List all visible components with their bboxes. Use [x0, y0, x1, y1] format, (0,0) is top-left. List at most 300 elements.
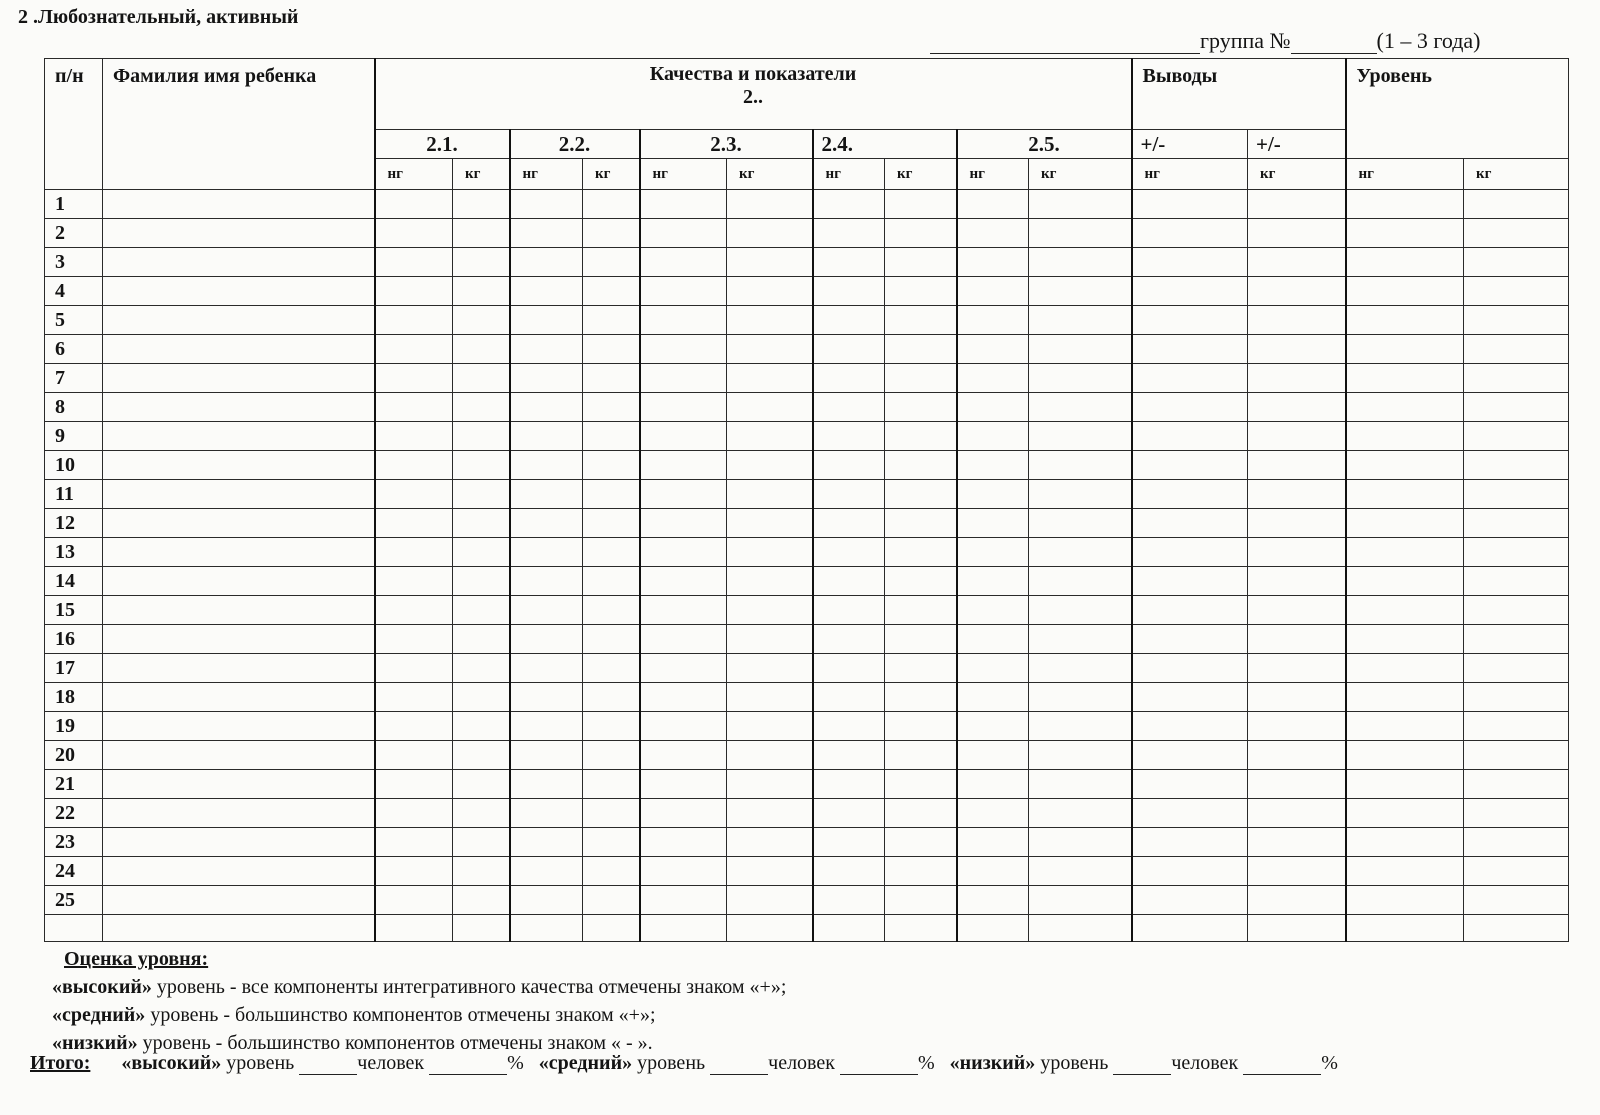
- score-cell[interactable]: [727, 509, 813, 538]
- score-cell[interactable]: [453, 915, 510, 942]
- score-cell[interactable]: [583, 625, 640, 654]
- score-cell[interactable]: [640, 857, 727, 886]
- score-cell[interactable]: [375, 915, 453, 942]
- score-cell[interactable]: [453, 712, 510, 741]
- score-cell[interactable]: [957, 567, 1029, 596]
- score-cell[interactable]: [727, 451, 813, 480]
- score-cell[interactable]: [583, 422, 640, 451]
- score-cell[interactable]: [727, 625, 813, 654]
- score-cell[interactable]: [583, 306, 640, 335]
- score-cell[interactable]: [453, 393, 510, 422]
- score-cell[interactable]: [640, 277, 727, 306]
- score-cell[interactable]: [510, 741, 583, 770]
- score-cell[interactable]: [1464, 625, 1569, 654]
- child-name-cell[interactable]: [103, 625, 375, 654]
- score-cell[interactable]: [510, 683, 583, 712]
- score-cell[interactable]: [453, 886, 510, 915]
- score-cell[interactable]: [813, 683, 885, 712]
- score-cell[interactable]: [813, 712, 885, 741]
- score-cell[interactable]: [957, 509, 1029, 538]
- score-cell[interactable]: [885, 190, 957, 219]
- score-cell[interactable]: [375, 828, 453, 857]
- medium-percent-blank[interactable]: [840, 1054, 918, 1075]
- score-cell[interactable]: [885, 625, 957, 654]
- score-cell[interactable]: [583, 654, 640, 683]
- score-cell[interactable]: [727, 248, 813, 277]
- child-name-cell[interactable]: [103, 422, 375, 451]
- score-cell[interactable]: [510, 857, 583, 886]
- score-cell[interactable]: [727, 306, 813, 335]
- score-cell[interactable]: [1346, 219, 1464, 248]
- score-cell[interactable]: [583, 712, 640, 741]
- score-cell[interactable]: [1248, 219, 1346, 248]
- score-cell[interactable]: [1464, 306, 1569, 335]
- score-cell[interactable]: [727, 770, 813, 799]
- score-cell[interactable]: [1346, 393, 1464, 422]
- score-cell[interactable]: [583, 770, 640, 799]
- score-cell[interactable]: [1346, 654, 1464, 683]
- score-cell[interactable]: [957, 219, 1029, 248]
- score-cell[interactable]: [640, 538, 727, 567]
- score-cell[interactable]: [510, 277, 583, 306]
- score-cell[interactable]: [1464, 654, 1569, 683]
- score-cell[interactable]: [813, 567, 885, 596]
- score-cell[interactable]: [640, 712, 727, 741]
- score-cell[interactable]: [1029, 538, 1132, 567]
- child-name-cell[interactable]: [103, 915, 375, 942]
- score-cell[interactable]: [583, 741, 640, 770]
- low-percent-blank[interactable]: [1243, 1054, 1321, 1075]
- score-cell[interactable]: [1346, 480, 1464, 509]
- score-cell[interactable]: [727, 364, 813, 393]
- child-name-cell[interactable]: [103, 248, 375, 277]
- child-name-cell[interactable]: [103, 567, 375, 596]
- score-cell[interactable]: [1248, 451, 1346, 480]
- score-cell[interactable]: [510, 828, 583, 857]
- score-cell[interactable]: [583, 857, 640, 886]
- score-cell[interactable]: [885, 538, 957, 567]
- high-count-blank[interactable]: [299, 1054, 357, 1075]
- score-cell[interactable]: [1464, 683, 1569, 712]
- score-cell[interactable]: [640, 364, 727, 393]
- score-cell[interactable]: [727, 915, 813, 942]
- child-name-cell[interactable]: [103, 480, 375, 509]
- score-cell[interactable]: [813, 306, 885, 335]
- score-cell[interactable]: [583, 509, 640, 538]
- score-cell[interactable]: [1029, 393, 1132, 422]
- score-cell[interactable]: [1464, 567, 1569, 596]
- score-cell[interactable]: [1132, 886, 1248, 915]
- group-blank-line[interactable]: [930, 31, 1200, 54]
- score-cell[interactable]: [885, 422, 957, 451]
- score-cell[interactable]: [375, 886, 453, 915]
- score-cell[interactable]: [640, 248, 727, 277]
- score-cell[interactable]: [1464, 712, 1569, 741]
- score-cell[interactable]: [957, 480, 1029, 509]
- score-cell[interactable]: [640, 306, 727, 335]
- score-cell[interactable]: [1464, 886, 1569, 915]
- score-cell[interactable]: [640, 509, 727, 538]
- score-cell[interactable]: [1132, 857, 1248, 886]
- score-cell[interactable]: [640, 915, 727, 942]
- score-cell[interactable]: [813, 625, 885, 654]
- score-cell[interactable]: [640, 625, 727, 654]
- score-cell[interactable]: [727, 567, 813, 596]
- score-cell[interactable]: [885, 770, 957, 799]
- score-cell[interactable]: [727, 712, 813, 741]
- child-name-cell[interactable]: [103, 306, 375, 335]
- score-cell[interactable]: [957, 596, 1029, 625]
- score-cell[interactable]: [885, 828, 957, 857]
- score-cell[interactable]: [813, 422, 885, 451]
- group-number-blank[interactable]: [1291, 31, 1377, 54]
- score-cell[interactable]: [640, 770, 727, 799]
- score-cell[interactable]: [1464, 277, 1569, 306]
- score-cell[interactable]: [1132, 364, 1248, 393]
- score-cell[interactable]: [583, 335, 640, 364]
- score-cell[interactable]: [885, 712, 957, 741]
- score-cell[interactable]: [885, 654, 957, 683]
- score-cell[interactable]: [640, 451, 727, 480]
- score-cell[interactable]: [957, 335, 1029, 364]
- score-cell[interactable]: [1346, 741, 1464, 770]
- score-cell[interactable]: [1132, 451, 1248, 480]
- score-cell[interactable]: [957, 799, 1029, 828]
- score-cell[interactable]: [1346, 712, 1464, 741]
- score-cell[interactable]: [583, 683, 640, 712]
- score-cell[interactable]: [1029, 799, 1132, 828]
- score-cell[interactable]: [510, 625, 583, 654]
- score-cell[interactable]: [375, 277, 453, 306]
- score-cell[interactable]: [1248, 538, 1346, 567]
- score-cell[interactable]: [1248, 277, 1346, 306]
- score-cell[interactable]: [885, 480, 957, 509]
- score-cell[interactable]: [510, 422, 583, 451]
- score-cell[interactable]: [885, 219, 957, 248]
- score-cell[interactable]: [510, 393, 583, 422]
- score-cell[interactable]: [375, 248, 453, 277]
- score-cell[interactable]: [1132, 828, 1248, 857]
- score-cell[interactable]: [1346, 306, 1464, 335]
- score-cell[interactable]: [510, 596, 583, 625]
- score-cell[interactable]: [885, 857, 957, 886]
- child-name-cell[interactable]: [103, 335, 375, 364]
- score-cell[interactable]: [1346, 770, 1464, 799]
- child-name-cell[interactable]: [103, 654, 375, 683]
- score-cell[interactable]: [1346, 422, 1464, 451]
- score-cell[interactable]: [1132, 567, 1248, 596]
- score-cell[interactable]: [453, 538, 510, 567]
- score-cell[interactable]: [1464, 219, 1569, 248]
- score-cell[interactable]: [375, 857, 453, 886]
- score-cell[interactable]: [1132, 538, 1248, 567]
- score-cell[interactable]: [813, 277, 885, 306]
- score-cell[interactable]: [1248, 828, 1346, 857]
- score-cell[interactable]: [885, 886, 957, 915]
- score-cell[interactable]: [885, 335, 957, 364]
- score-cell[interactable]: [1464, 422, 1569, 451]
- score-cell[interactable]: [813, 480, 885, 509]
- score-cell[interactable]: [957, 451, 1029, 480]
- score-cell[interactable]: [375, 364, 453, 393]
- score-cell[interactable]: [510, 567, 583, 596]
- score-cell[interactable]: [453, 625, 510, 654]
- child-name-cell[interactable]: [103, 828, 375, 857]
- score-cell[interactable]: [375, 393, 453, 422]
- score-cell[interactable]: [453, 480, 510, 509]
- score-cell[interactable]: [813, 741, 885, 770]
- score-cell[interactable]: [1029, 306, 1132, 335]
- score-cell[interactable]: [727, 886, 813, 915]
- score-cell[interactable]: [1248, 770, 1346, 799]
- score-cell[interactable]: [1346, 625, 1464, 654]
- score-cell[interactable]: [885, 306, 957, 335]
- score-cell[interactable]: [1464, 364, 1569, 393]
- score-cell[interactable]: [727, 799, 813, 828]
- score-cell[interactable]: [813, 335, 885, 364]
- score-cell[interactable]: [1248, 190, 1346, 219]
- score-cell[interactable]: [583, 828, 640, 857]
- score-cell[interactable]: [640, 828, 727, 857]
- child-name-cell[interactable]: [103, 741, 375, 770]
- score-cell[interactable]: [1464, 741, 1569, 770]
- score-cell[interactable]: [510, 712, 583, 741]
- score-cell[interactable]: [1029, 625, 1132, 654]
- score-cell[interactable]: [453, 335, 510, 364]
- score-cell[interactable]: [957, 393, 1029, 422]
- score-cell[interactable]: [813, 509, 885, 538]
- score-cell[interactable]: [957, 248, 1029, 277]
- score-cell[interactable]: [813, 770, 885, 799]
- score-cell[interactable]: [1248, 393, 1346, 422]
- score-cell[interactable]: [1248, 422, 1346, 451]
- score-cell[interactable]: [1346, 596, 1464, 625]
- score-cell[interactable]: [1132, 248, 1248, 277]
- score-cell[interactable]: [640, 741, 727, 770]
- score-cell[interactable]: [640, 190, 727, 219]
- score-cell[interactable]: [375, 538, 453, 567]
- score-cell[interactable]: [1132, 480, 1248, 509]
- score-cell[interactable]: [510, 654, 583, 683]
- score-cell[interactable]: [813, 799, 885, 828]
- score-cell[interactable]: [1464, 857, 1569, 886]
- score-cell[interactable]: [727, 654, 813, 683]
- score-cell[interactable]: [1464, 828, 1569, 857]
- score-cell[interactable]: [510, 799, 583, 828]
- score-cell[interactable]: [1029, 451, 1132, 480]
- score-cell[interactable]: [1132, 190, 1248, 219]
- score-cell[interactable]: [583, 480, 640, 509]
- score-cell[interactable]: [1029, 712, 1132, 741]
- child-name-cell[interactable]: [103, 190, 375, 219]
- child-name-cell[interactable]: [103, 509, 375, 538]
- score-cell[interactable]: [453, 683, 510, 712]
- score-cell[interactable]: [375, 451, 453, 480]
- score-cell[interactable]: [957, 625, 1029, 654]
- score-cell[interactable]: [583, 393, 640, 422]
- score-cell[interactable]: [510, 219, 583, 248]
- score-cell[interactable]: [1248, 886, 1346, 915]
- score-cell[interactable]: [1248, 741, 1346, 770]
- low-count-blank[interactable]: [1113, 1054, 1171, 1075]
- score-cell[interactable]: [727, 219, 813, 248]
- score-cell[interactable]: [1132, 741, 1248, 770]
- score-cell[interactable]: [1346, 567, 1464, 596]
- score-cell[interactable]: [453, 364, 510, 393]
- score-cell[interactable]: [1132, 509, 1248, 538]
- score-cell[interactable]: [1464, 451, 1569, 480]
- score-cell[interactable]: [1029, 886, 1132, 915]
- score-cell[interactable]: [375, 654, 453, 683]
- score-cell[interactable]: [375, 306, 453, 335]
- score-cell[interactable]: [510, 335, 583, 364]
- child-name-cell[interactable]: [103, 799, 375, 828]
- score-cell[interactable]: [1248, 364, 1346, 393]
- score-cell[interactable]: [1346, 799, 1464, 828]
- score-cell[interactable]: [510, 480, 583, 509]
- score-cell[interactable]: [1464, 915, 1569, 942]
- score-cell[interactable]: [1248, 567, 1346, 596]
- score-cell[interactable]: [1248, 654, 1346, 683]
- score-cell[interactable]: [640, 219, 727, 248]
- score-cell[interactable]: [813, 451, 885, 480]
- score-cell[interactable]: [957, 364, 1029, 393]
- score-cell[interactable]: [813, 393, 885, 422]
- score-cell[interactable]: [1132, 596, 1248, 625]
- score-cell[interactable]: [1029, 915, 1132, 942]
- score-cell[interactable]: [1248, 248, 1346, 277]
- score-cell[interactable]: [1346, 683, 1464, 712]
- score-cell[interactable]: [583, 596, 640, 625]
- score-cell[interactable]: [885, 509, 957, 538]
- score-cell[interactable]: [1346, 509, 1464, 538]
- score-cell[interactable]: [1029, 364, 1132, 393]
- score-cell[interactable]: [1346, 277, 1464, 306]
- score-cell[interactable]: [957, 306, 1029, 335]
- score-cell[interactable]: [957, 277, 1029, 306]
- score-cell[interactable]: [727, 422, 813, 451]
- child-name-cell[interactable]: [103, 712, 375, 741]
- score-cell[interactable]: [957, 770, 1029, 799]
- score-cell[interactable]: [957, 915, 1029, 942]
- child-name-cell[interactable]: [103, 219, 375, 248]
- score-cell[interactable]: [957, 422, 1029, 451]
- score-cell[interactable]: [1464, 596, 1569, 625]
- child-name-cell[interactable]: [103, 596, 375, 625]
- score-cell[interactable]: [375, 799, 453, 828]
- score-cell[interactable]: [727, 335, 813, 364]
- score-cell[interactable]: [375, 741, 453, 770]
- score-cell[interactable]: [1132, 683, 1248, 712]
- score-cell[interactable]: [1132, 393, 1248, 422]
- score-cell[interactable]: [1029, 422, 1132, 451]
- score-cell[interactable]: [1029, 219, 1132, 248]
- score-cell[interactable]: [1029, 654, 1132, 683]
- score-cell[interactable]: [375, 770, 453, 799]
- score-cell[interactable]: [375, 509, 453, 538]
- score-cell[interactable]: [640, 335, 727, 364]
- score-cell[interactable]: [453, 596, 510, 625]
- score-cell[interactable]: [640, 799, 727, 828]
- score-cell[interactable]: [375, 190, 453, 219]
- score-cell[interactable]: [813, 248, 885, 277]
- score-cell[interactable]: [727, 277, 813, 306]
- score-cell[interactable]: [1132, 306, 1248, 335]
- score-cell[interactable]: [1029, 741, 1132, 770]
- score-cell[interactable]: [640, 393, 727, 422]
- score-cell[interactable]: [1029, 857, 1132, 886]
- score-cell[interactable]: [453, 219, 510, 248]
- score-cell[interactable]: [1248, 625, 1346, 654]
- score-cell[interactable]: [453, 306, 510, 335]
- score-cell[interactable]: [1029, 480, 1132, 509]
- score-cell[interactable]: [1464, 248, 1569, 277]
- score-cell[interactable]: [375, 625, 453, 654]
- score-cell[interactable]: [1464, 538, 1569, 567]
- score-cell[interactable]: [1346, 248, 1464, 277]
- score-cell[interactable]: [583, 219, 640, 248]
- score-cell[interactable]: [453, 741, 510, 770]
- score-cell[interactable]: [453, 248, 510, 277]
- score-cell[interactable]: [583, 886, 640, 915]
- score-cell[interactable]: [510, 364, 583, 393]
- score-cell[interactable]: [885, 915, 957, 942]
- score-cell[interactable]: [813, 886, 885, 915]
- score-cell[interactable]: [583, 799, 640, 828]
- score-cell[interactable]: [1029, 683, 1132, 712]
- child-name-cell[interactable]: [103, 538, 375, 567]
- score-cell[interactable]: [1464, 509, 1569, 538]
- high-percent-blank[interactable]: [429, 1054, 507, 1075]
- score-cell[interactable]: [957, 683, 1029, 712]
- score-cell[interactable]: [510, 451, 583, 480]
- score-cell[interactable]: [727, 538, 813, 567]
- score-cell[interactable]: [1029, 828, 1132, 857]
- score-cell[interactable]: [727, 857, 813, 886]
- score-cell[interactable]: [1464, 480, 1569, 509]
- score-cell[interactable]: [957, 712, 1029, 741]
- score-cell[interactable]: [957, 190, 1029, 219]
- score-cell[interactable]: [1132, 799, 1248, 828]
- score-cell[interactable]: [1029, 567, 1132, 596]
- score-cell[interactable]: [583, 915, 640, 942]
- score-cell[interactable]: [375, 422, 453, 451]
- score-cell[interactable]: [1248, 857, 1346, 886]
- score-cell[interactable]: [1029, 277, 1132, 306]
- score-cell[interactable]: [510, 538, 583, 567]
- score-cell[interactable]: [1346, 828, 1464, 857]
- score-cell[interactable]: [375, 335, 453, 364]
- score-cell[interactable]: [885, 596, 957, 625]
- score-cell[interactable]: [375, 219, 453, 248]
- child-name-cell[interactable]: [103, 277, 375, 306]
- score-cell[interactable]: [813, 915, 885, 942]
- score-cell[interactable]: [583, 567, 640, 596]
- score-cell[interactable]: [813, 364, 885, 393]
- score-cell[interactable]: [1346, 857, 1464, 886]
- score-cell[interactable]: [583, 190, 640, 219]
- score-cell[interactable]: [453, 770, 510, 799]
- score-cell[interactable]: [1346, 190, 1464, 219]
- score-cell[interactable]: [453, 567, 510, 596]
- score-cell[interactable]: [957, 886, 1029, 915]
- score-cell[interactable]: [727, 741, 813, 770]
- score-cell[interactable]: [640, 596, 727, 625]
- score-cell[interactable]: [957, 828, 1029, 857]
- child-name-cell[interactable]: [103, 393, 375, 422]
- score-cell[interactable]: [583, 451, 640, 480]
- score-cell[interactable]: [1464, 190, 1569, 219]
